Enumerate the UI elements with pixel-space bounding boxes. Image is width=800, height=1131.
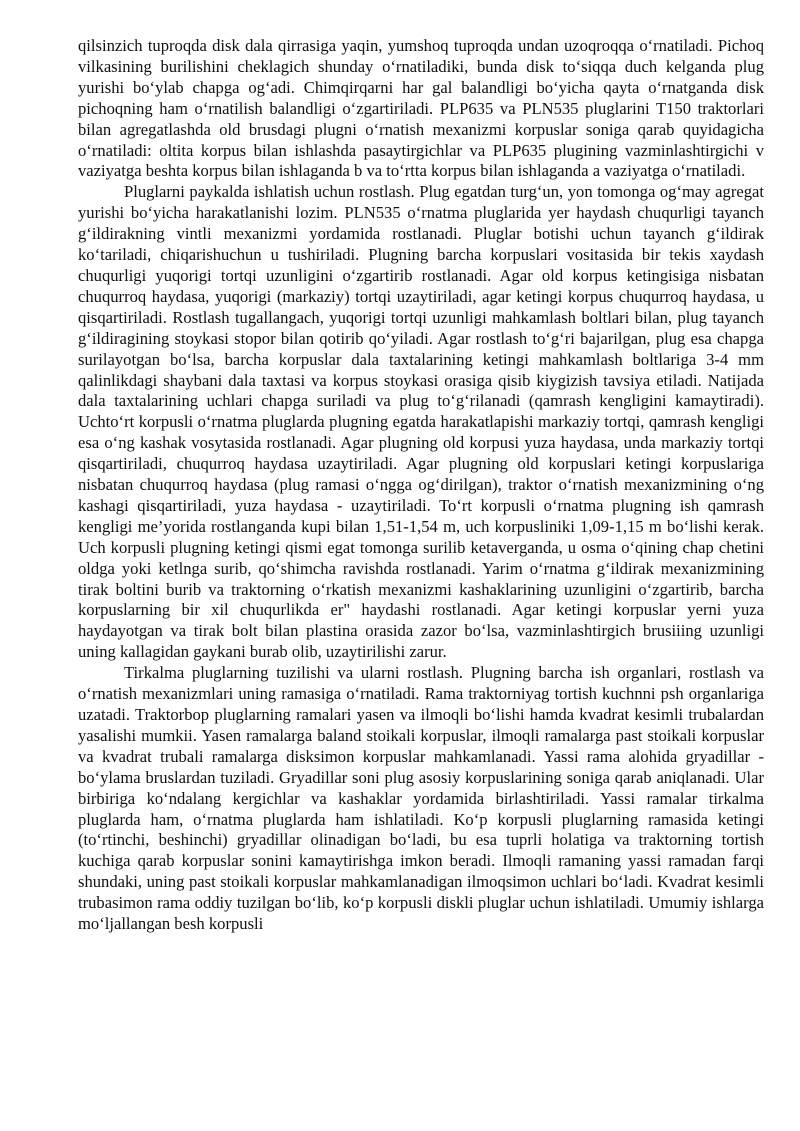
paragraph-trailed-plugs: Tirkalma pluglarning tuzilishi va ularni rostlash. Plugning barcha ish organlari, rostlash va o‘rnatish mexanizmlari uning ramasiga o‘rnatiladi. Rama traktorniyag tortish kuchnni psh organlariga uzatadi. Traktorbop pluglarning ramalari yasen va ilmoqli bo‘lishi hamda kvadrat kesimli trubalardan yasalishi mumkii. Yasen ramalarga baland stoikali korpuslar, ilmoqli ramalarga past stoikali korpuslar va kvadrat trubali ramalarga disksimon korpuslar mahkamlanadi. Yassi rama alohida gryadillar - bo‘ylama bruslardan tuziladi. Gryadillar soni plug asosiy korpuslarining soniga qarab aniqlanadi. Ular birbiriga ko‘ndalang kergichlar va kashaklar yordamida birlashtiriladi. Yassi ramalar tirkalma pluglarda ham, o‘rnatma pluglarda ham ishlatiladi. Ko‘p korpusli pluglarning ramasida ketingi (to‘rtinchi, beshinchi) gryadillar olinadigan bo‘ladi, bu esa tuprli holatiga va traktorning tortish kuchiga qarab korpuslar sonini kamaytirishga imkon beradi. Ilmoqli ramaning yassi ramadan farqi shundaki, uning past stoikali korpuslar mahkamlanadigan ilmoqsimon uchlari bo‘ladi. Kvadrat kesimli trubasimon rama oddiy tuzilgan bo‘lib, ko‘p korpusli diskli pluglar uchun ishlatiladi. Umumiy ishlarga mo‘ljallangan besh korpusli xyxy=(78,663,764,934)
paragraph-plug-installation: qilsinzich tuproqda disk dala qirrasiga yaqin, yumshoq tuproqda undan uzoqroqqa o‘rnatiladi. Pichoq vilkasining burilishini cheklagich shunday o‘rnatiladiki, bunda disk to‘siqqa duch kelganda plug yurishi bo‘ylab chapga og‘adi. Chimqirqarni har gal balandligi bo‘yicha qayta o‘rnatganda disk pichoqning ham o‘rnatilish balandligi o‘zgartiriladi. PLP635 va PLN535 pluglarini T150 traktorlari bilan agregatlashda old brusdagi plugni o‘rnatish mexanizmi korpuslar soniga qarab quyidagicha o‘rnatiladi: oltita korpus bilan ishlashda pasaytirgichlar va PLP635 plugining vazminlashtirgichi v vaziyatga beshta korpus bilan ishlaganda b va to‘rtta korpus bilan ishlaganda a vaziyatga o‘rnatiladi. xyxy=(78,36,764,181)
document-page xyxy=(78,36,764,935)
paragraph-field-adjustment: Pluglarni paykalda ishlatish uchun rostlash. Plug egatdan turg‘un, yon tomonga og‘may agregat yurishi bo‘yicha harakatlanishi lozim. PLN535 o‘rnatma pluglarida yer haydash chuqurligi tayanch g‘ildirakning vintli mexanizmi yordamida rostlanadi. Pluglar botishi uchun tayanch g‘ildirak ko‘tariladi, chiqarishuchun u tushiriladi. Plugning barcha korpuslari vositasida bir tekis xaydash chuqurligi yuqorigi tortqi uzunligini o‘zgartirib rostlanadi. Agar old korpus ketingisiga nisbatan chuqurroq haydasa, yuqorigi (markaziy) tortqi uzaytiriladi, agar ketingi korpus chuqurroq haydasa, u qisqartiriladi. Rostlash tugallangach, yuqorigi tortqi uzunligi mahkamlash boltlari bilan, plug tayanch g‘ildiragining stoykasi stopor bilan qotirib qo‘yiladi. Agar rostlash to‘g‘ri bajarilgan, plug esa chapga surilayotgan bo‘lsa, barcha korpuslar dala taxtalarining ketingi mahkamlash boltlariga 3-4 mm qalinlikdagi shaybani dala taxtasi va korpus stoykasi orasiga qisib kiygizish tavsiya etiladi. Natijada dala taxtalarining uchlari chapga suriladi va plug to‘g‘rilanadi (qamrash kengligini kamaytiradi). Uchto‘rt korpusli o‘rnatma pluglarda plugning egatda harakatlapishi markaziy tortqi, qamrash kengligi esa o‘ng kashak vosytasida rostlanadi. Agar plugning old korpusi yuza haydasa, unda markaziy tortqi qisqartiriladi, chuqurroq haydasa uzaytiriladi. Agar plugning old korpuslari ketingi korpuslariga nisbatan chuqurroq haydasa (plug ramasi o‘ngga og‘dirilgan), traktor o‘rnatish mexanizmining o‘ng kashagi qisqartiriladi, yuza haydasa - uzaytiriladi. To‘rt korpusli o‘rnatma plugning ish qamrash kengligi me’yorida rostlanganda kupi bilan 1,51-1,54 m, uch korpusliniki 1,09-1,15 m bo‘lishi kerak. Uch korpusli plugning ketingi qismi egat tomonga surilib ketaverganda, u osma o‘qining chap chetini oldga yoki ketlnga surib, qo‘shimcha ravishda rostlanadi. Yarim o‘rnatma g‘ildirak mexanizmining tirak boltini burib va traktorning o‘rkatish mexanizmi kashaklarining uzunligini o‘zgartirib, barcha korpuslarning bir xil chuqurlikda er" haydashi rostlanadi. Agar ketingi korpuslar yerni yuza haydayotgan va tirak bolt bilan plastina orasida zazor bo‘lsa, vazminlashtirgich brusiiing uzunligi uning kallagidan gaykani burab olib, uzaytirilishi zarur. xyxy=(78,182,764,662)
